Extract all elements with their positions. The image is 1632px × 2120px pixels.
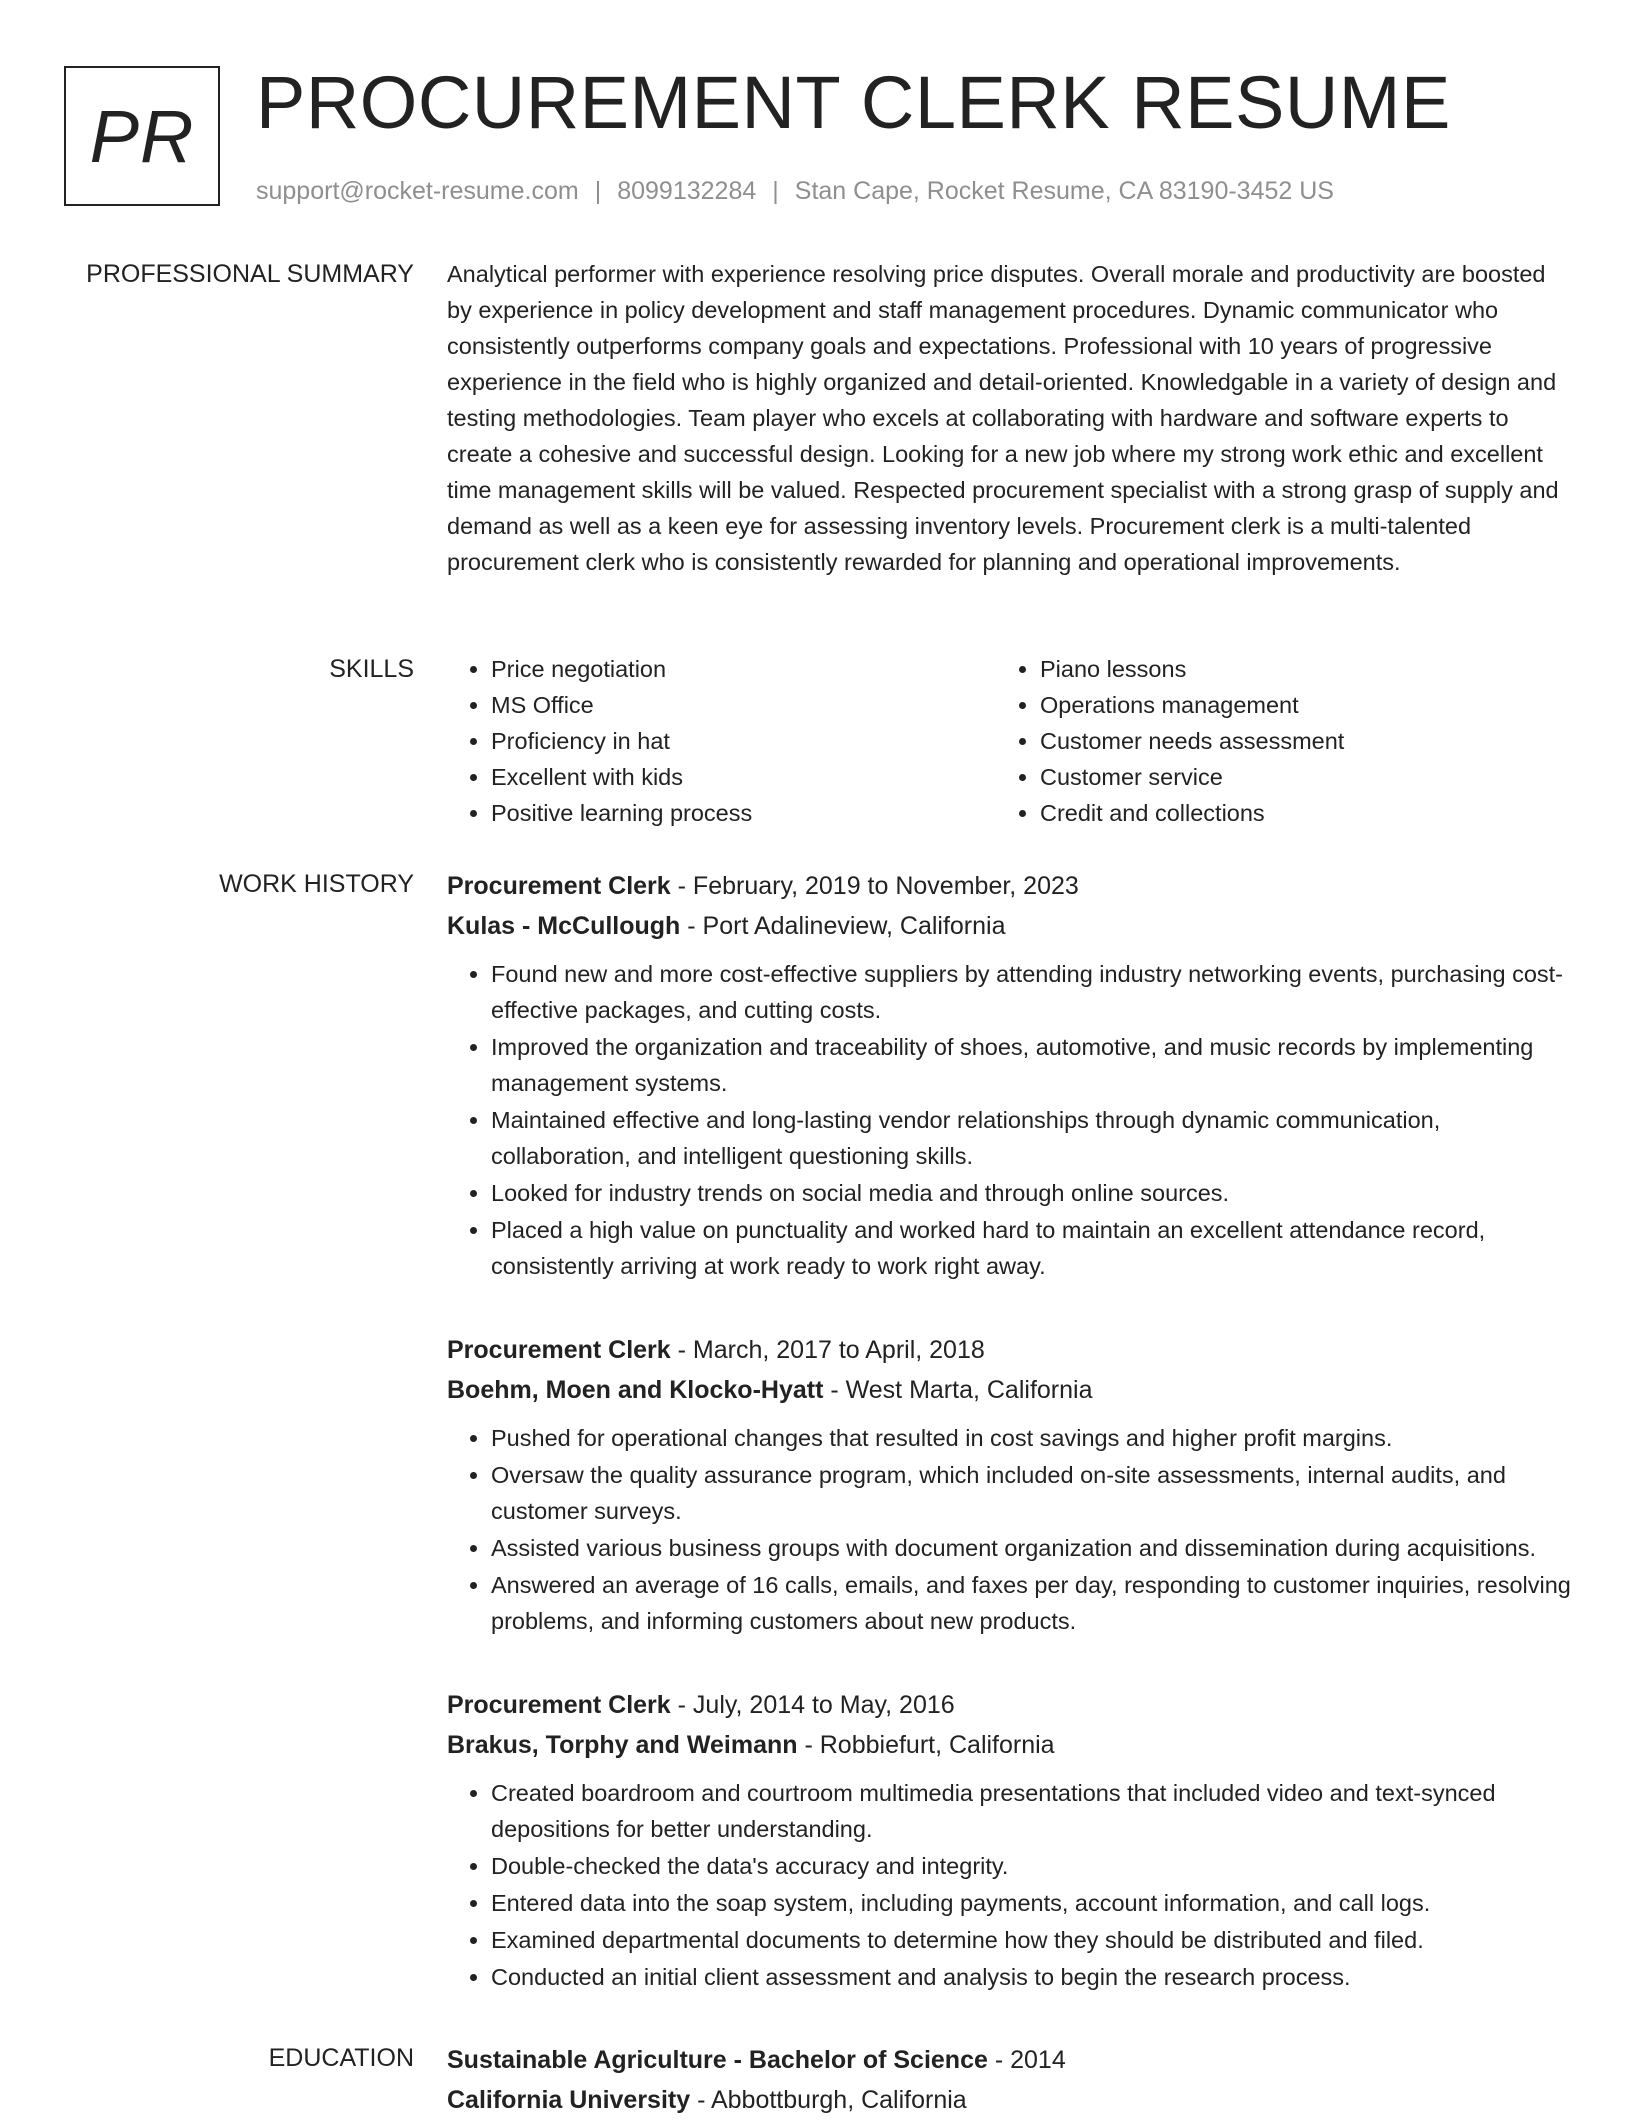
job-bullet: • Improved the organization and traceability of shoes, automotive, and music records by implementing management systems. xyxy=(491,1029,1572,1101)
section-label-education: EDUCATION xyxy=(268,2044,414,2072)
job-title: Procurement Clerk xyxy=(447,1336,671,1364)
education-degree: Sustainable Agriculture - Bachelor of Science xyxy=(447,2046,988,2074)
skill-item: • Operations management xyxy=(1040,687,1545,723)
contact-phone: 8099132284 xyxy=(617,177,757,205)
job-bullet: • Maintained effective and long-lasting vendor relationships through dynamic communication, collaboration, and intelligent questioning skills. xyxy=(491,1102,1572,1174)
job-bullets xyxy=(447,1775,1572,1995)
education-school: California University xyxy=(447,2086,691,2114)
job-bullet: • Created boardroom and courtroom multimedia presentations that included video and text-synced depositions for better understanding. xyxy=(491,1775,1572,1847)
job-bullet: • Conducted an initial client assessment and analysis to begin the research process. xyxy=(491,1959,1572,1995)
job-location: - Robbiefurt, California xyxy=(797,1731,1055,1759)
job-bullet: • Looked for industry trends on social media and through online sources. xyxy=(491,1175,1572,1211)
job-entry xyxy=(447,1330,1572,1639)
job-bullet: • Found new and more cost-effective suppliers by attending industry networking events, purchasing cost-effective packages, and cutting costs. xyxy=(491,956,1572,1028)
job-company: Kulas - McCullough xyxy=(447,912,681,940)
job-bullet: • Pushed for operational changes that resulted in cost savings and higher profit margins. xyxy=(491,1420,1572,1456)
skill-item: • Credit and collections xyxy=(1040,795,1545,831)
job-bullet: • Examined departmental documents to determine how they should be distributed and filed. xyxy=(491,1922,1572,1958)
education-body xyxy=(447,2040,1572,2120)
skill-item: • Piano lessons xyxy=(1040,651,1545,687)
job-company-line xyxy=(447,1370,1572,1410)
skill-item: • MS Office xyxy=(491,687,996,723)
contact-line xyxy=(256,174,1334,208)
job-bullet: • Assisted various business groups with document organization and dissemination during acquisitions. xyxy=(491,1530,1572,1566)
job-title-line xyxy=(447,1685,1572,1725)
summary-body xyxy=(447,256,1572,580)
job-bullet: • Answered an average of 16 calls, emails, and faxes per day, responding to customer inquiries, resolving problems, and informing customers about new products. xyxy=(491,1567,1572,1639)
resume-title: PROCUREMENT CLERK RESUME xyxy=(256,61,1451,144)
skill-item: • Proficiency in hat xyxy=(491,723,996,759)
job-entry xyxy=(447,866,1572,1284)
job-location: - Port Adalineview, California xyxy=(680,912,1006,940)
job-title: Procurement Clerk xyxy=(447,1691,671,1719)
contact-email: support@rocket-resume.com xyxy=(256,177,579,205)
skills-column-right xyxy=(996,651,1545,831)
job-title-line xyxy=(447,1330,1572,1370)
skills-column-left xyxy=(447,651,996,831)
section-label-work-history: WORK HISTORY xyxy=(219,870,414,898)
job-title-line xyxy=(447,866,1572,906)
job-title: Procurement Clerk xyxy=(447,872,671,900)
job-bullet: • Placed a high value on punctuality and worked hard to maintain an excellent attendance record, consistently arriving at work ready to work right away. xyxy=(491,1212,1572,1284)
skill-item: • Positive learning process xyxy=(491,795,996,831)
education-school-line xyxy=(447,2080,1572,2120)
skill-item: • Customer service xyxy=(1040,759,1545,795)
job-company: Boehm, Moen and Klocko-Hyatt xyxy=(447,1376,824,1404)
skills-body xyxy=(447,651,1572,831)
job-entry xyxy=(447,1685,1572,1995)
monogram-initials: PR xyxy=(89,94,195,178)
job-dates: - February, 2019 to November, 2023 xyxy=(670,872,1079,900)
job-dates: - March, 2017 to April, 2018 xyxy=(670,1336,985,1364)
contact-separator: | xyxy=(772,177,779,205)
skill-item: • Price negotiation xyxy=(491,651,996,687)
skill-item: • Excellent with kids xyxy=(491,759,996,795)
contact-address: Stan Cape, Rocket Resume, CA 83190-3452 US xyxy=(794,177,1334,205)
job-bullet: • Entered data into the soap system, including payments, account information, and call logs. xyxy=(491,1885,1572,1921)
education-location: - Abbottburgh, California xyxy=(690,2086,967,2114)
section-label-skills: SKILLS xyxy=(329,655,414,683)
job-company-line xyxy=(447,906,1572,946)
skill-item: • Customer needs assessment xyxy=(1040,723,1545,759)
education-year: - 2014 xyxy=(987,2046,1066,2074)
job-location: - West Marta, California xyxy=(823,1376,1093,1404)
job-bullet: • Double-checked the data's accuracy and integrity. xyxy=(491,1848,1572,1884)
summary-text: Analytical performer with experience resolving price disputes. Overall morale and productivity are boosted by experience in policy development and staff management procedures. Dynamic communicator who consistently outperforms company goals and expectations. Professional with 10 years of progressive experience in the field who is highly organized and detail-oriented. Knowledgable in a variety of design and testing methodologies. Team player who excels at collaborating with hardware and software experts to create a cohesive and successful design. Looking for a new job where my strong work ethic and excellent time management skills will be valued. Respected procurement specialist with a strong grasp of supply and demand as well as a keen eye for assessing inventory levels. Procurement clerk is a multi-talented procurement clerk who is consistently rewarded for planning and operational improvements. xyxy=(447,261,1559,575)
job-bullet: • Oversaw the quality assurance program, which included on-site assessments, internal audits, and customer surveys. xyxy=(491,1457,1572,1529)
education-degree-line xyxy=(447,2040,1572,2080)
job-company: Brakus, Torphy and Weimann xyxy=(447,1731,798,1759)
work-history-body xyxy=(447,866,1572,1996)
contact-separator: | xyxy=(594,177,602,205)
monogram-box xyxy=(64,66,220,206)
section-label-summary: PROFESSIONAL SUMMARY xyxy=(86,260,414,288)
job-dates: - July, 2014 to May, 2016 xyxy=(670,1691,955,1719)
job-bullets xyxy=(447,956,1572,1284)
job-company-line xyxy=(447,1725,1572,1765)
job-bullets xyxy=(447,1420,1572,1639)
